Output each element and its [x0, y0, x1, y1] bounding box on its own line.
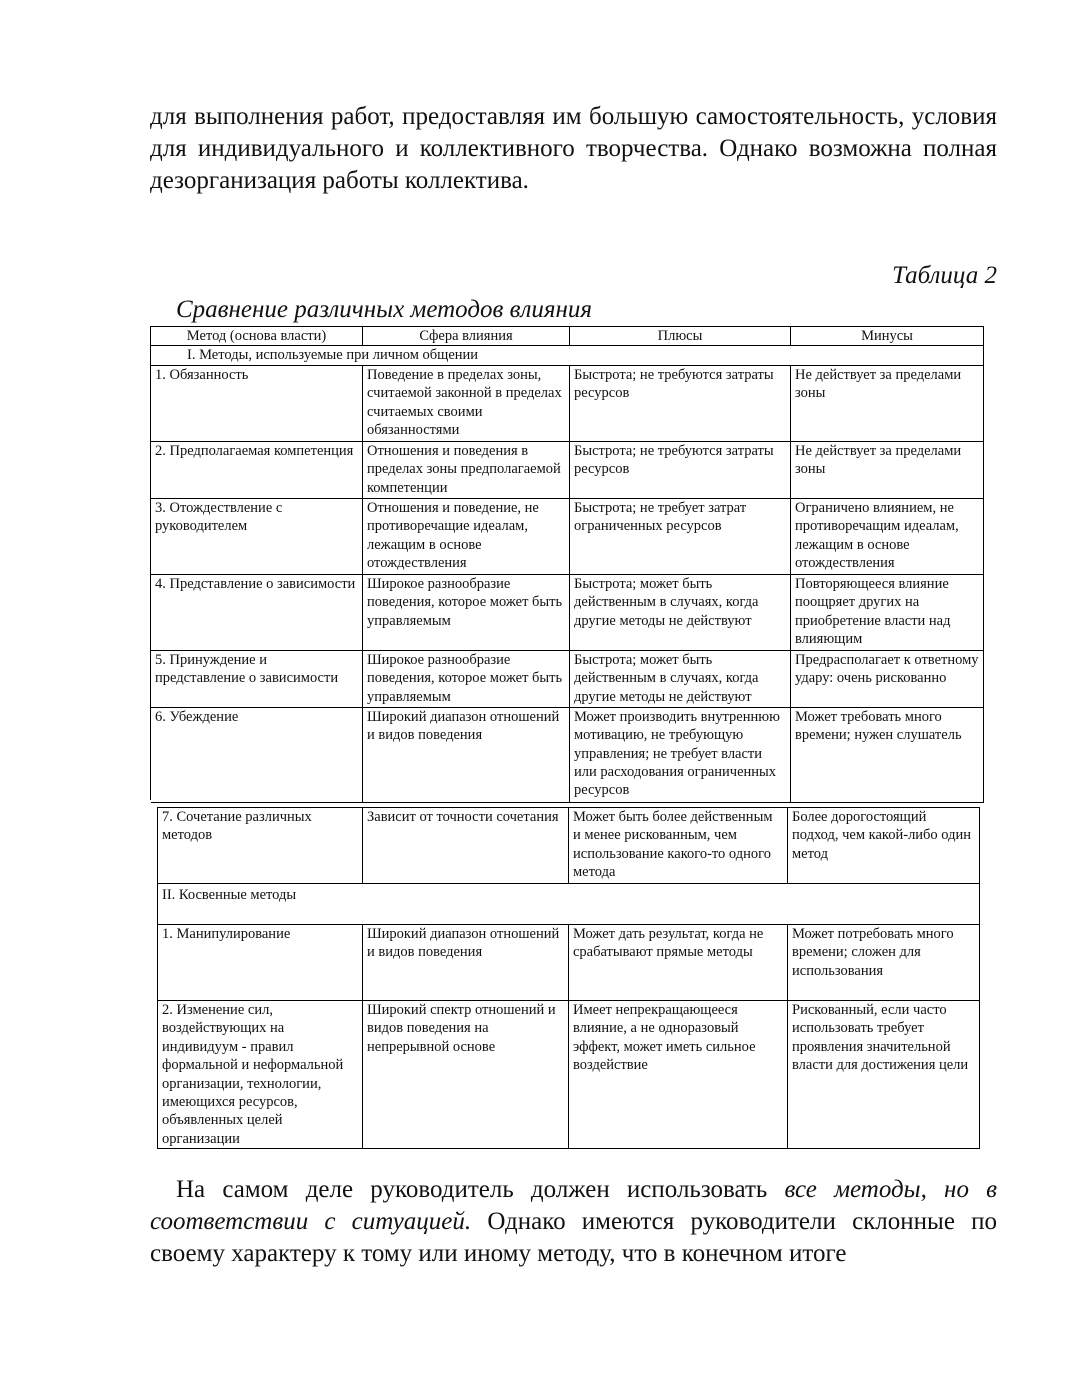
- cell-sphere: Широкое разнообразие поведения, которое может быть управляемым: [363, 650, 570, 707]
- cell-sphere: Широкий спектр отношений и видов поведения на непрерывной основе: [363, 1001, 569, 1149]
- cell-pros: Имеет непрекращающееся влияние, а не одноразовый эффект, может иметь сильное воздействие: [569, 1001, 788, 1149]
- table-label: Таблица 2: [892, 262, 997, 289]
- cell-pros: Может быть более действенным и менее рискованным, чем использование какого-то одного метода: [569, 808, 788, 884]
- paragraph-text: Однако имеются руководители склонные по своему характеру к тому или иному методу, что в конечном итоге: [150, 1208, 997, 1267]
- cell-pros: Быстрота; может быть действенным в случаях, когда другие методы не действуют: [570, 574, 791, 650]
- cell-sphere: Широкий диапазон отношений и видов поведения: [363, 925, 569, 1001]
- cell-cons: Ограничено влиянием, не противоречащим идеалам, лежащим в основе отождествления: [791, 498, 984, 574]
- cell-method: 3. Отождествление с руководителем: [151, 498, 363, 574]
- section-title: I. Методы, используемые при личном общении: [151, 346, 984, 365]
- table-row: [151, 707, 984, 802]
- cell-cons: Не действует за пределами зоны: [791, 365, 984, 441]
- methods-table-part2: [157, 807, 980, 1149]
- cell-method: 2. Изменение сил, воздействующих на индивидуум - правил формальной и неформальной организации, технологии, имеющихся ресурсов, объявленных целей организации: [158, 1001, 363, 1149]
- cell-sphere: Поведение в пределах зоны, считаемой законной в пределах считаемых своими обязанностями: [363, 365, 570, 441]
- cell-sphere: Отношения и поведения в пределах зоны предполагаемой компетенции: [363, 441, 570, 498]
- cell-method: 1. Обязанность: [151, 365, 363, 441]
- methods-table-part1: [150, 326, 984, 803]
- cell-method: 1. Манипулирование: [158, 925, 363, 1001]
- header-cons: Минусы: [791, 327, 984, 346]
- paragraph-emphasis: все методы, но в соответствии с ситуацией.: [150, 1176, 997, 1235]
- cell-method: 6. Убеждение: [151, 707, 363, 802]
- cell-pros: Может дать результат, когда не срабатывают прямые методы: [569, 925, 788, 1001]
- table-row: [151, 365, 984, 441]
- header-sphere: Сфера влияния: [363, 327, 570, 346]
- table-row: [158, 1001, 980, 1149]
- cell-pros: Быстрота; может быть действенным в случаях, когда другие методы не действуют: [570, 650, 791, 707]
- cell-sphere: Зависит от точности сочетания: [363, 808, 569, 884]
- table-break: [149, 800, 151, 807]
- cell-sphere: Отношения и поведение, не противоречащие идеалам, лежащим в основе отождествления: [363, 498, 570, 574]
- table-title: Сравнение различных методов влияния: [176, 296, 593, 323]
- cell-cons: Не действует за пределами зоны: [791, 441, 984, 498]
- cell-pros: Может производить внутреннюю мотивацию, не требующую управления; не требует власти или расходования ограниченных ресурсов: [570, 707, 791, 802]
- cell-sphere: Широкий диапазон отношений и видов поведения: [363, 707, 570, 802]
- section-row-indirect: [158, 884, 980, 925]
- cell-cons: Более дорогостоящий подход, чем какой-либо один метод: [788, 808, 980, 884]
- section-row-personal: [151, 346, 984, 365]
- cell-method: 7. Сочетание различных методов: [158, 808, 363, 884]
- section-title: II. Косвенные методы: [158, 884, 980, 925]
- cell-method: 4. Представление о зависимости: [151, 574, 363, 650]
- paragraph-bottom: [150, 1174, 997, 1270]
- cell-sphere: Широкое разнообразие поведения, которое может быть управляемым: [363, 574, 570, 650]
- table-header-row: [151, 327, 984, 346]
- table-row: [158, 808, 980, 884]
- table-row: [151, 650, 984, 707]
- cell-cons: Рискованный, если часто использовать требует проявления значительной власти для достижения цели: [788, 1001, 980, 1149]
- cell-cons: Предрасполагает к ответному удару: очень рискованно: [791, 650, 984, 707]
- cell-pros: Быстрота; не требуются затраты ресурсов: [570, 365, 791, 441]
- cell-cons: Может требовать много времени; нужен слушатель: [791, 707, 984, 802]
- table-row: [151, 574, 984, 650]
- header-pros: Плюсы: [570, 327, 791, 346]
- table-row: [151, 441, 984, 498]
- header-method: Метод (основа власти): [151, 327, 363, 346]
- paragraph-text: На самом деле руководитель должен использовать: [176, 1176, 785, 1203]
- cell-cons: Повторяющееся влияние поощряет других на приобретение власти над влияющим: [791, 574, 984, 650]
- cell-method: 5. Принуждение и представление о зависимости: [151, 650, 363, 707]
- table-row: [151, 498, 984, 574]
- table-row: [158, 925, 980, 1001]
- cell-method: 2. Предполагаемая компетенция: [151, 441, 363, 498]
- cell-cons: Может потребовать много времени; сложен для использования: [788, 925, 980, 1001]
- paragraph-top: для выполнения работ, предоставляя им большую самостоятельность, условия для индивидуального и коллективного творчества. Однако возможна полная дезорганизация работы коллектива.: [150, 103, 997, 194]
- cell-pros: Быстрота; не требуются затраты ресурсов: [570, 441, 791, 498]
- cell-pros: Быстрота; не требует затрат ограниченных ресурсов: [570, 498, 791, 574]
